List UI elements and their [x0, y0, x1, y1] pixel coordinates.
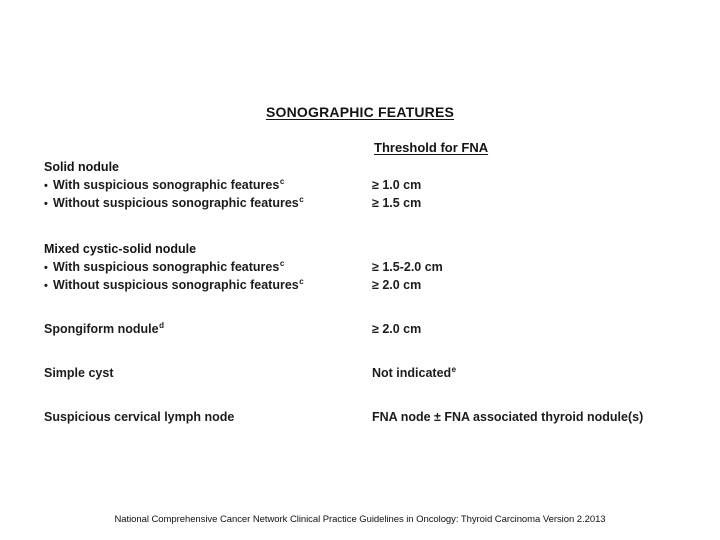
threshold-text: ≥ 1.5 cm: [372, 196, 422, 210]
threshold-value: [372, 320, 421, 338]
threshold-value: [372, 258, 443, 276]
feature-bullet-label: [44, 276, 304, 295]
feature-text: Simple cyst: [44, 366, 114, 380]
bullet-icon: •: [44, 280, 48, 292]
sonographic-features-table: [44, 158, 684, 426]
feature-text: Solid nodule: [44, 160, 119, 174]
footnote-marker: e: [451, 364, 457, 374]
threshold-text: ≥ 1.5-2.0 cm: [372, 260, 443, 274]
threshold-text: Not indicated: [372, 366, 452, 380]
slide-title-text: SONOGRAPHIC FEATURES: [265, 104, 455, 120]
feature-label: [44, 320, 164, 338]
table-row: [44, 320, 684, 338]
table-row-spacer: [44, 294, 684, 320]
table-row: [44, 408, 684, 426]
table-row: [44, 258, 684, 276]
footnote-marker: d: [159, 320, 164, 330]
feature-text: Mixed cystic-solid nodule: [44, 242, 197, 256]
threshold-value: [372, 194, 421, 212]
threshold-column-header: [374, 140, 488, 155]
threshold-text: ≥ 1.0 cm: [372, 178, 422, 192]
threshold-value: [372, 364, 456, 382]
feature-text: Spongiform nodule: [44, 322, 159, 336]
threshold-column-header-text: Threshold for FNA: [374, 140, 489, 155]
table-row: [44, 158, 684, 176]
feature-text: Suspicious cervical lymph node: [44, 410, 235, 424]
table-row: [44, 364, 684, 382]
feature-bullet-label: [44, 194, 304, 213]
footer-citation: National Comprehensive Cancer Network Clinical Practice Guidelines in Oncology: Thyroid Carcinoma Version 2.2013: [114, 514, 606, 525]
feature-label: [44, 364, 113, 382]
footnote-marker: c: [299, 276, 304, 286]
threshold-value: [372, 176, 421, 194]
footnote-marker: c: [279, 258, 285, 268]
feature-label: [44, 408, 234, 426]
footnote-marker: c: [299, 194, 304, 204]
table-row-spacer: [44, 212, 684, 240]
feature-label: [44, 240, 196, 258]
feature-text: With suspicious sonographic features: [53, 260, 280, 274]
bullet-icon: •: [44, 198, 48, 210]
threshold-text: ≥ 2.0 cm: [372, 278, 422, 292]
threshold-text: ≥ 2.0 cm: [372, 322, 422, 336]
feature-label: [44, 158, 119, 176]
feature-bullet-label: [44, 176, 284, 195]
table-row: [44, 276, 684, 294]
threshold-text: FNA node ± FNA associated thyroid nodule(s): [372, 410, 644, 424]
table-row-spacer: [44, 338, 684, 364]
footnote-marker: c: [279, 176, 285, 186]
slide-title: [0, 104, 720, 120]
feature-bullet-label: [44, 258, 284, 277]
table-row: [44, 176, 684, 194]
table-row: [44, 194, 684, 212]
feature-text: With suspicious sonographic features: [53, 178, 280, 192]
threshold-value: [372, 276, 421, 294]
bullet-icon: •: [44, 180, 48, 192]
bullet-icon: •: [44, 262, 48, 274]
feature-text: Without suspicious sonographic features: [53, 196, 299, 210]
table-row-spacer: [44, 382, 684, 408]
table-row: [44, 240, 684, 258]
threshold-value: [372, 408, 643, 426]
feature-text: Without suspicious sonographic features: [53, 278, 299, 292]
